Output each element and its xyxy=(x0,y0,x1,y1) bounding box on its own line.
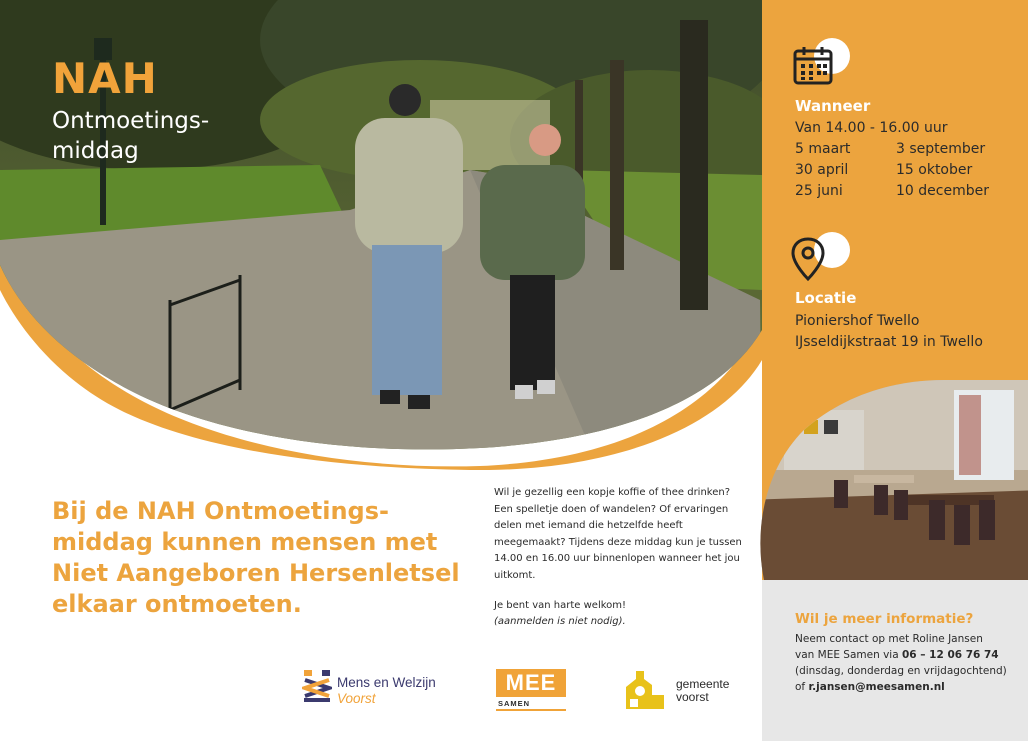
map-pin-icon xyxy=(790,228,850,278)
gemeente-voorst-logo-icon xyxy=(622,665,668,715)
mee-logo: MEE xyxy=(496,669,566,697)
title-ontmoetingsmiddag: Ontmoetings- middag xyxy=(52,108,210,164)
wanneer-heading: Wanneer xyxy=(795,97,871,115)
meer-info-line1: Neem contact op met Roline Jansen xyxy=(795,633,983,645)
info-column xyxy=(762,0,1028,741)
meer-info-heading: Wil je meer informatie? xyxy=(795,611,974,627)
email-link[interactable]: r.jansen@meesamen.nl xyxy=(808,681,945,693)
wanneer-time: Van 14.00 - 16.00 uur xyxy=(795,120,948,136)
date-left-3: 25 juni xyxy=(795,183,843,199)
voorst-label: voorst xyxy=(676,690,709,704)
date-left-1: 5 maart xyxy=(795,141,851,157)
date-right-3: 10 december xyxy=(896,183,989,199)
locatie-name: Pioniershof Twello xyxy=(795,313,920,329)
date-left-2: 30 april xyxy=(795,162,849,178)
mens-en-welzijn-location: Voorst xyxy=(337,691,376,706)
gemeente-label: gemeente xyxy=(676,677,730,691)
date-right-2: 15 oktober xyxy=(896,162,973,178)
locatie-heading: Locatie xyxy=(795,289,857,307)
meer-info-line3: (dinsdag, donderdag en vrijdagochtend) xyxy=(795,665,1007,677)
mens-en-welzijn-logo-icon xyxy=(302,668,332,708)
meer-info-line4 xyxy=(795,679,945,696)
intro-paragraph: Wil je gezellig een kopje koffie of thee drinken? Een spelletje doen of wandelen? Of ervaringen delen met iemand die hetzelfde heeft meegemaakt? Tijdens deze middag kun je tussen 14.00 en 16.00 uur binnenlopen wanneer het jou uitkomt. xyxy=(494,487,742,581)
date-right-1: 3 september xyxy=(896,141,986,157)
aanmelden-note: (aanmelden is niet nodig). xyxy=(494,616,626,627)
main-headline: Bij de NAH Ontmoetings- middag kunnen mensen met Niet Aangeboren Hersenletsel elkaar ontmoeten. xyxy=(52,497,460,618)
intro-text xyxy=(494,485,744,584)
mens-en-welzijn-name: Mens en Welzijn xyxy=(337,675,436,690)
title-nah: NAH xyxy=(52,54,158,103)
mee-samen-label: SAMEN xyxy=(498,699,531,708)
mee-underline xyxy=(496,709,566,711)
room-photo xyxy=(744,380,1028,610)
calendar-icon xyxy=(792,34,852,84)
meer-info-line4-prefix: of xyxy=(795,681,809,693)
phone-number: 06 – 12 06 76 74 xyxy=(902,649,999,661)
meer-info-line2-prefix: van MEE Samen via xyxy=(795,649,902,661)
welkom-text: Je bent van harte welkom! xyxy=(494,600,627,611)
welkom-block xyxy=(494,598,626,630)
meer-info-line2 xyxy=(795,647,999,664)
locatie-address: IJsseldijkstraat 19 in Twello xyxy=(795,334,983,350)
